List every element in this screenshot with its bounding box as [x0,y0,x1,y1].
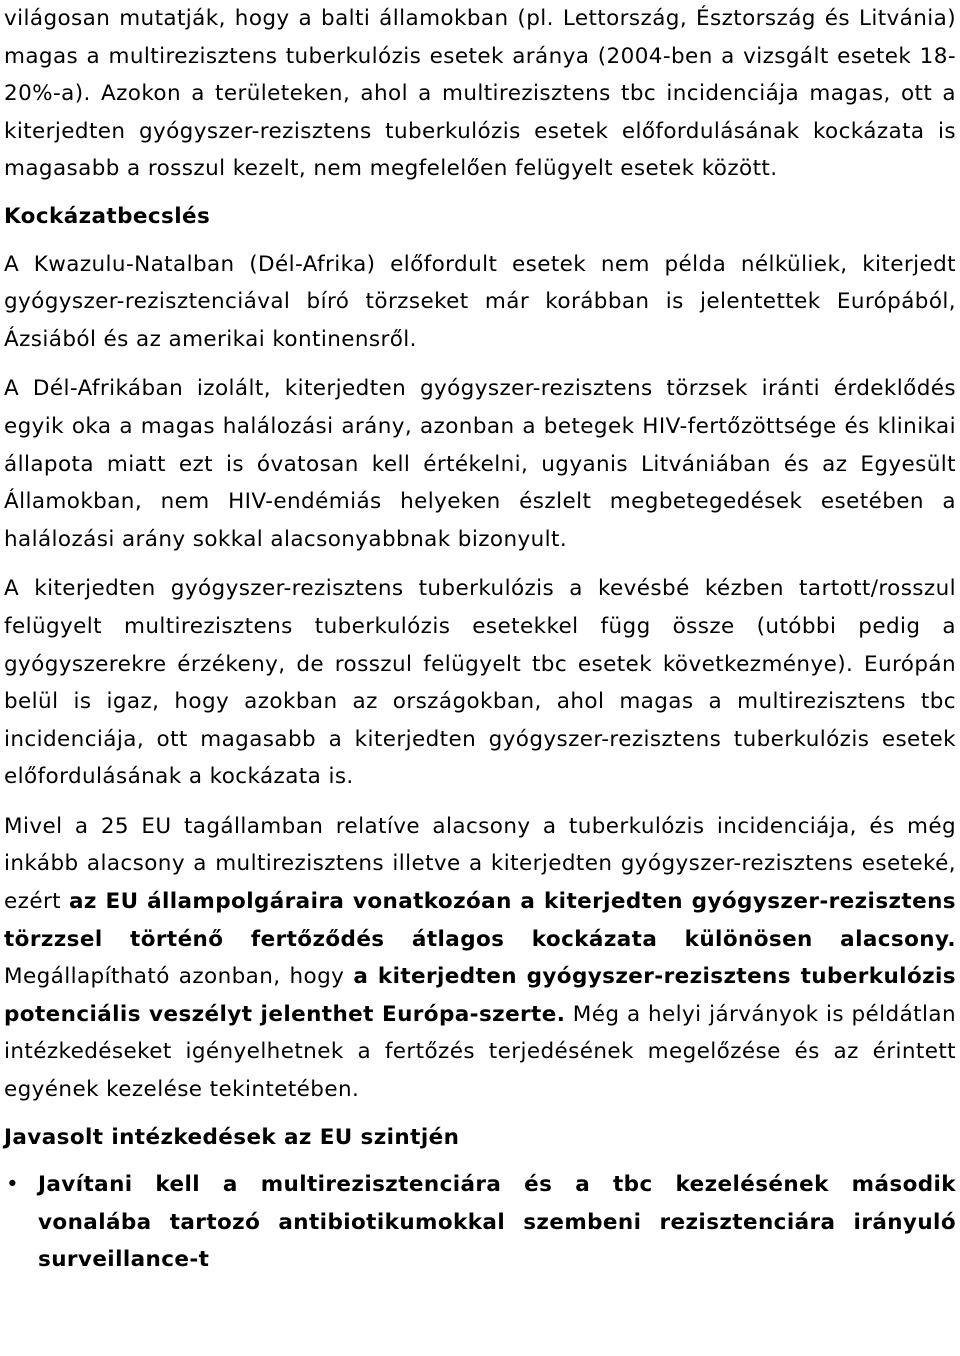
paragraph-intro: világosan mutatják, hogy a balti államokban (pl. Lettország, Észtország és Litvánia) magas a multirezisztens tuberkulózis esetek aránya (2004-ben a vizsgált esetek 18-20%-a). Azokon a területeken, ahol a multirezisztens tbc incidenciája magas, ott a kiterjedten gyógyszer-rezisztens tuberkulózis esetek előfordulásának kockázata is magasabb a rosszul kezelt, nem megfelelően felügyelt esetek között. [4,6,956,182]
list-item [4,1166,956,1279]
document-page [4,0,956,1279]
bullet-icon: • [6,1172,20,1198]
heading-risk-assessment: Kockázatbecslés [4,203,211,229]
measures-list [4,1166,956,1279]
list-item-text: Javítani kell a multirezisztenciára és a tbc kezelésének második vonalába tartozó antibiotikumokkal szembeni rezisztenciára irányuló surveillance-t [38,1172,956,1273]
eu-risk-text-1: Mivel a 25 EU tagállamban relatíve alacsony a tuberkulózis incidenciája, és még inkább alacsony a multirezisztens illetve a kiterjedten gyógyszer-rezisztens eseteké, ezért [4,813,956,915]
paragraph-eu-risk [4,808,956,1109]
eu-risk-text-3: Még a helyi járványok is példátlan intézkedéseket igényelhetnek a fertőzés terjedésének megelőzése és az érintett egyének kezelése tekintetében. [4,1001,956,1103]
paragraph-kwazulu: A Kwazulu-Natalban (Dél-Afrika) előfordult esetek nem példa nélküliek, kiterjedt gyógyszer-rezisztenciával bíró törzseket már korábban is jelentettek Európából, Ázsiából és az amerikai kontinensről. [4,251,956,352]
eu-risk-bold-1: az EU állampolgáraira vonatkozóan a kiterjedten gyógyszer-rezisztens törzzsel történő fertőződés átlagos kockázata különösen alacsony. [4,889,956,952]
eu-risk-bold-2: a kiterjedten gyógyszer-rezisztens tuberkulózis potenciális veszélyt jelenthet Európa-szerte. [4,964,957,1027]
paragraph-xdr-context: A kiterjedten gyógyszer-rezisztens tuberkulózis a kevésbé kézben tartott/rosszul felügyelt multirezisztens tuberkulózis esetekkel függ össze (utóbbi pedig a gyógyszerekre érzékeny, de rosszul felügyelt tbc esetek következménye). Európán belül is igaz, hogy azokban az országokban, ahol magas a multirezisztens tbc incidenciája, ott magasabb a kiterjedten gyógyszer-rezisztens tuberkulózis esetek előfordulásának a kockázata is. [4,576,956,790]
heading-eu-measures: Javasolt intézkedések az EU szintjén [4,1124,460,1150]
eu-risk-text-2: Megállapítható azonban, hogy [4,964,354,990]
paragraph-south-africa: A Dél-Afrikában izolált, kiterjedten gyógyszer-rezisztens törzsek iránti érdeklődés egyik oka a magas halálozási arány, azonban a betegek HIV-fertőzöttsége és klinikai állapota miatt ezt is óvatosan kell értékelni, ugyanis Litvániában és az Egyesült Államokban, nem HIV-endémiás helyeken észlelt megbetegedések esetében a halálozási arány sokkal alacsonyabbnak bizonyult. [4,376,956,552]
